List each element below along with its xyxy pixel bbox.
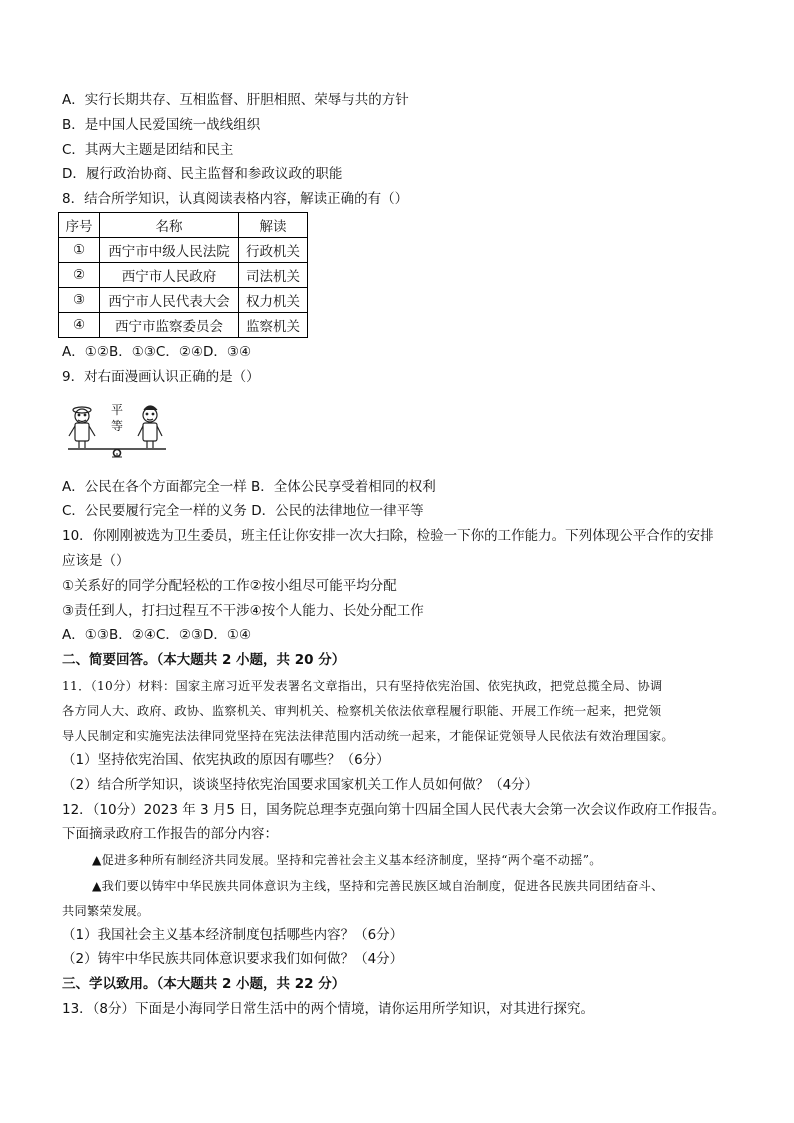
- table-cell: 监察机关: [239, 313, 308, 338]
- q9-options-line1: A．公民在各个方面都完全一样 B．全体公民享受着相同的权利: [62, 479, 436, 495]
- cartoon-label-ping: 平: [110, 403, 124, 417]
- q11-sub2: （2）结合所学知识，谈谈坚持依宪治国要求国家机关工作人员如何做？（4分）: [62, 777, 539, 793]
- table-cell: ③: [59, 288, 100, 313]
- q13-stem: 13．（8分）下面是小海同学日常生活中的两个情境，请你运用所学知识，对其进行探究。: [62, 1001, 595, 1017]
- table-cell: 行政机关: [239, 238, 308, 263]
- table-row: [59, 263, 308, 288]
- section2-title: 二、简要回答。（本大题共 2 小题，共 20 分）: [62, 652, 346, 668]
- table-header-cell: 序号: [59, 213, 100, 238]
- q7-option-d: D．履行政治协商、民主监督和参政议政的职能: [62, 166, 343, 182]
- q12-sub2: （2）铸牢中华民族共同体意识要求我们如何做？（4分）: [62, 951, 404, 967]
- q11-material-line1: 11．（10分）材料：国家主席习近平发表署名文章指出，只有坚持依宪治国、依宪执政，把党总揽全局、协调: [62, 679, 663, 693]
- table-cell: ①: [59, 238, 100, 263]
- q11-material-line2: 各方同人大、政府、政协、监察机关、审判机关、检察机关依法依章程履行职能、开展工作统一起来，把党领: [62, 704, 662, 718]
- q7-option-b: B．是中国人民爱国统一战线组织: [62, 117, 261, 133]
- q8-options: A．①②B．①③C．②④D．③④: [62, 344, 252, 360]
- table-cell: 权力机关: [239, 288, 308, 313]
- q10-stem-line1: 10．你刚刚被选为卫生委员，班主任让你安排一次大扫除，检验一下你的工作能力。下列体现公平合作的安排: [62, 528, 714, 544]
- table-row: [59, 238, 308, 263]
- q10-items-line2: ③责任到人，打扫过程互不干涉④按个人能力、长处分配工作: [62, 603, 424, 619]
- q12-stem-line2: 下面摘录政府工作报告的部分内容：: [62, 826, 278, 842]
- q12-sub1: （1）我国社会主义基本经济制度包括哪些内容？（6分）: [62, 927, 404, 943]
- table-cell: ②: [59, 263, 100, 288]
- table-cell: 司法机关: [239, 263, 308, 288]
- q12-bullet1: ▲促进多种所有制经济共同发展。坚持和完善社会主义基本经济制度，坚持“两个毫不动摇”。: [92, 853, 602, 867]
- table-header-cell: 解读: [239, 213, 308, 238]
- q9-options-line2: C．公民要履行完全一样的义务 D．公民的法律地位一律平等: [62, 503, 424, 519]
- table-header-row: [59, 213, 308, 238]
- q12-bullet2-line1: ▲我们要以铸牢中华民族共同体意识为主线，坚持和完善民族区域自治制度，促进各民族共同团结奋斗、: [92, 879, 664, 893]
- elder-figure: [69, 407, 95, 448]
- table-cell: 西宁市人民政府: [100, 263, 239, 288]
- section3-title: 三、学以致用。（本大题共 2 小题，共 22 分）: [62, 976, 346, 992]
- table-cell: 西宁市中级人民法院: [100, 238, 239, 263]
- table-cell: ④: [59, 313, 100, 338]
- q7-option-c: C．其两大主题是团结和民主: [62, 142, 234, 158]
- table-row: [59, 288, 308, 313]
- q12-stem-line1: 12．（10分）2023 年 3 月5 日，国务院总理李克强向第十四届全国人民代表大会第一次会议作政府工作报告。: [62, 802, 726, 818]
- youth-figure: [138, 406, 162, 448]
- q10-stem-line2: 应该是（）: [62, 553, 130, 569]
- q8-table: [58, 212, 308, 338]
- table-header-cell: 名称: [100, 213, 239, 238]
- q12-bullet2-line2: 共同繁荣发展。: [62, 904, 150, 918]
- table-row: [59, 313, 308, 338]
- q7-option-a: A．实行长期共存、互相监督、肝胆相照、荣辱与共的方针: [62, 92, 409, 108]
- q8-stem: 8．结合所学知识，认真阅读表格内容，解读正确的有（）: [62, 191, 409, 207]
- q10-options: A．①③B．②④C．②③D．①④: [62, 627, 252, 643]
- q9-stem: 9．对右面漫画认识正确的是（）: [62, 369, 260, 385]
- q11-sub1: （1）坚持依宪治国、依宪执政的原因有哪些？（6分）: [62, 752, 390, 768]
- table-cell: 西宁市人民代表大会: [100, 288, 239, 313]
- q11-material-line3: 导人民制定和实施宪法法律同党坚持在宪法法律范围内活动统一起来，才能保证党领导人民依法有效治理国家。: [62, 729, 674, 743]
- equality-cartoon: [62, 398, 172, 462]
- table-cell: 西宁市监察委员会: [100, 313, 239, 338]
- cartoon-label-deng: 等: [110, 419, 124, 433]
- balance-scale: [68, 449, 166, 457]
- q10-items-line1: ①关系好的同学分配轻松的工作②按小组尽可能平均分配: [62, 578, 397, 594]
